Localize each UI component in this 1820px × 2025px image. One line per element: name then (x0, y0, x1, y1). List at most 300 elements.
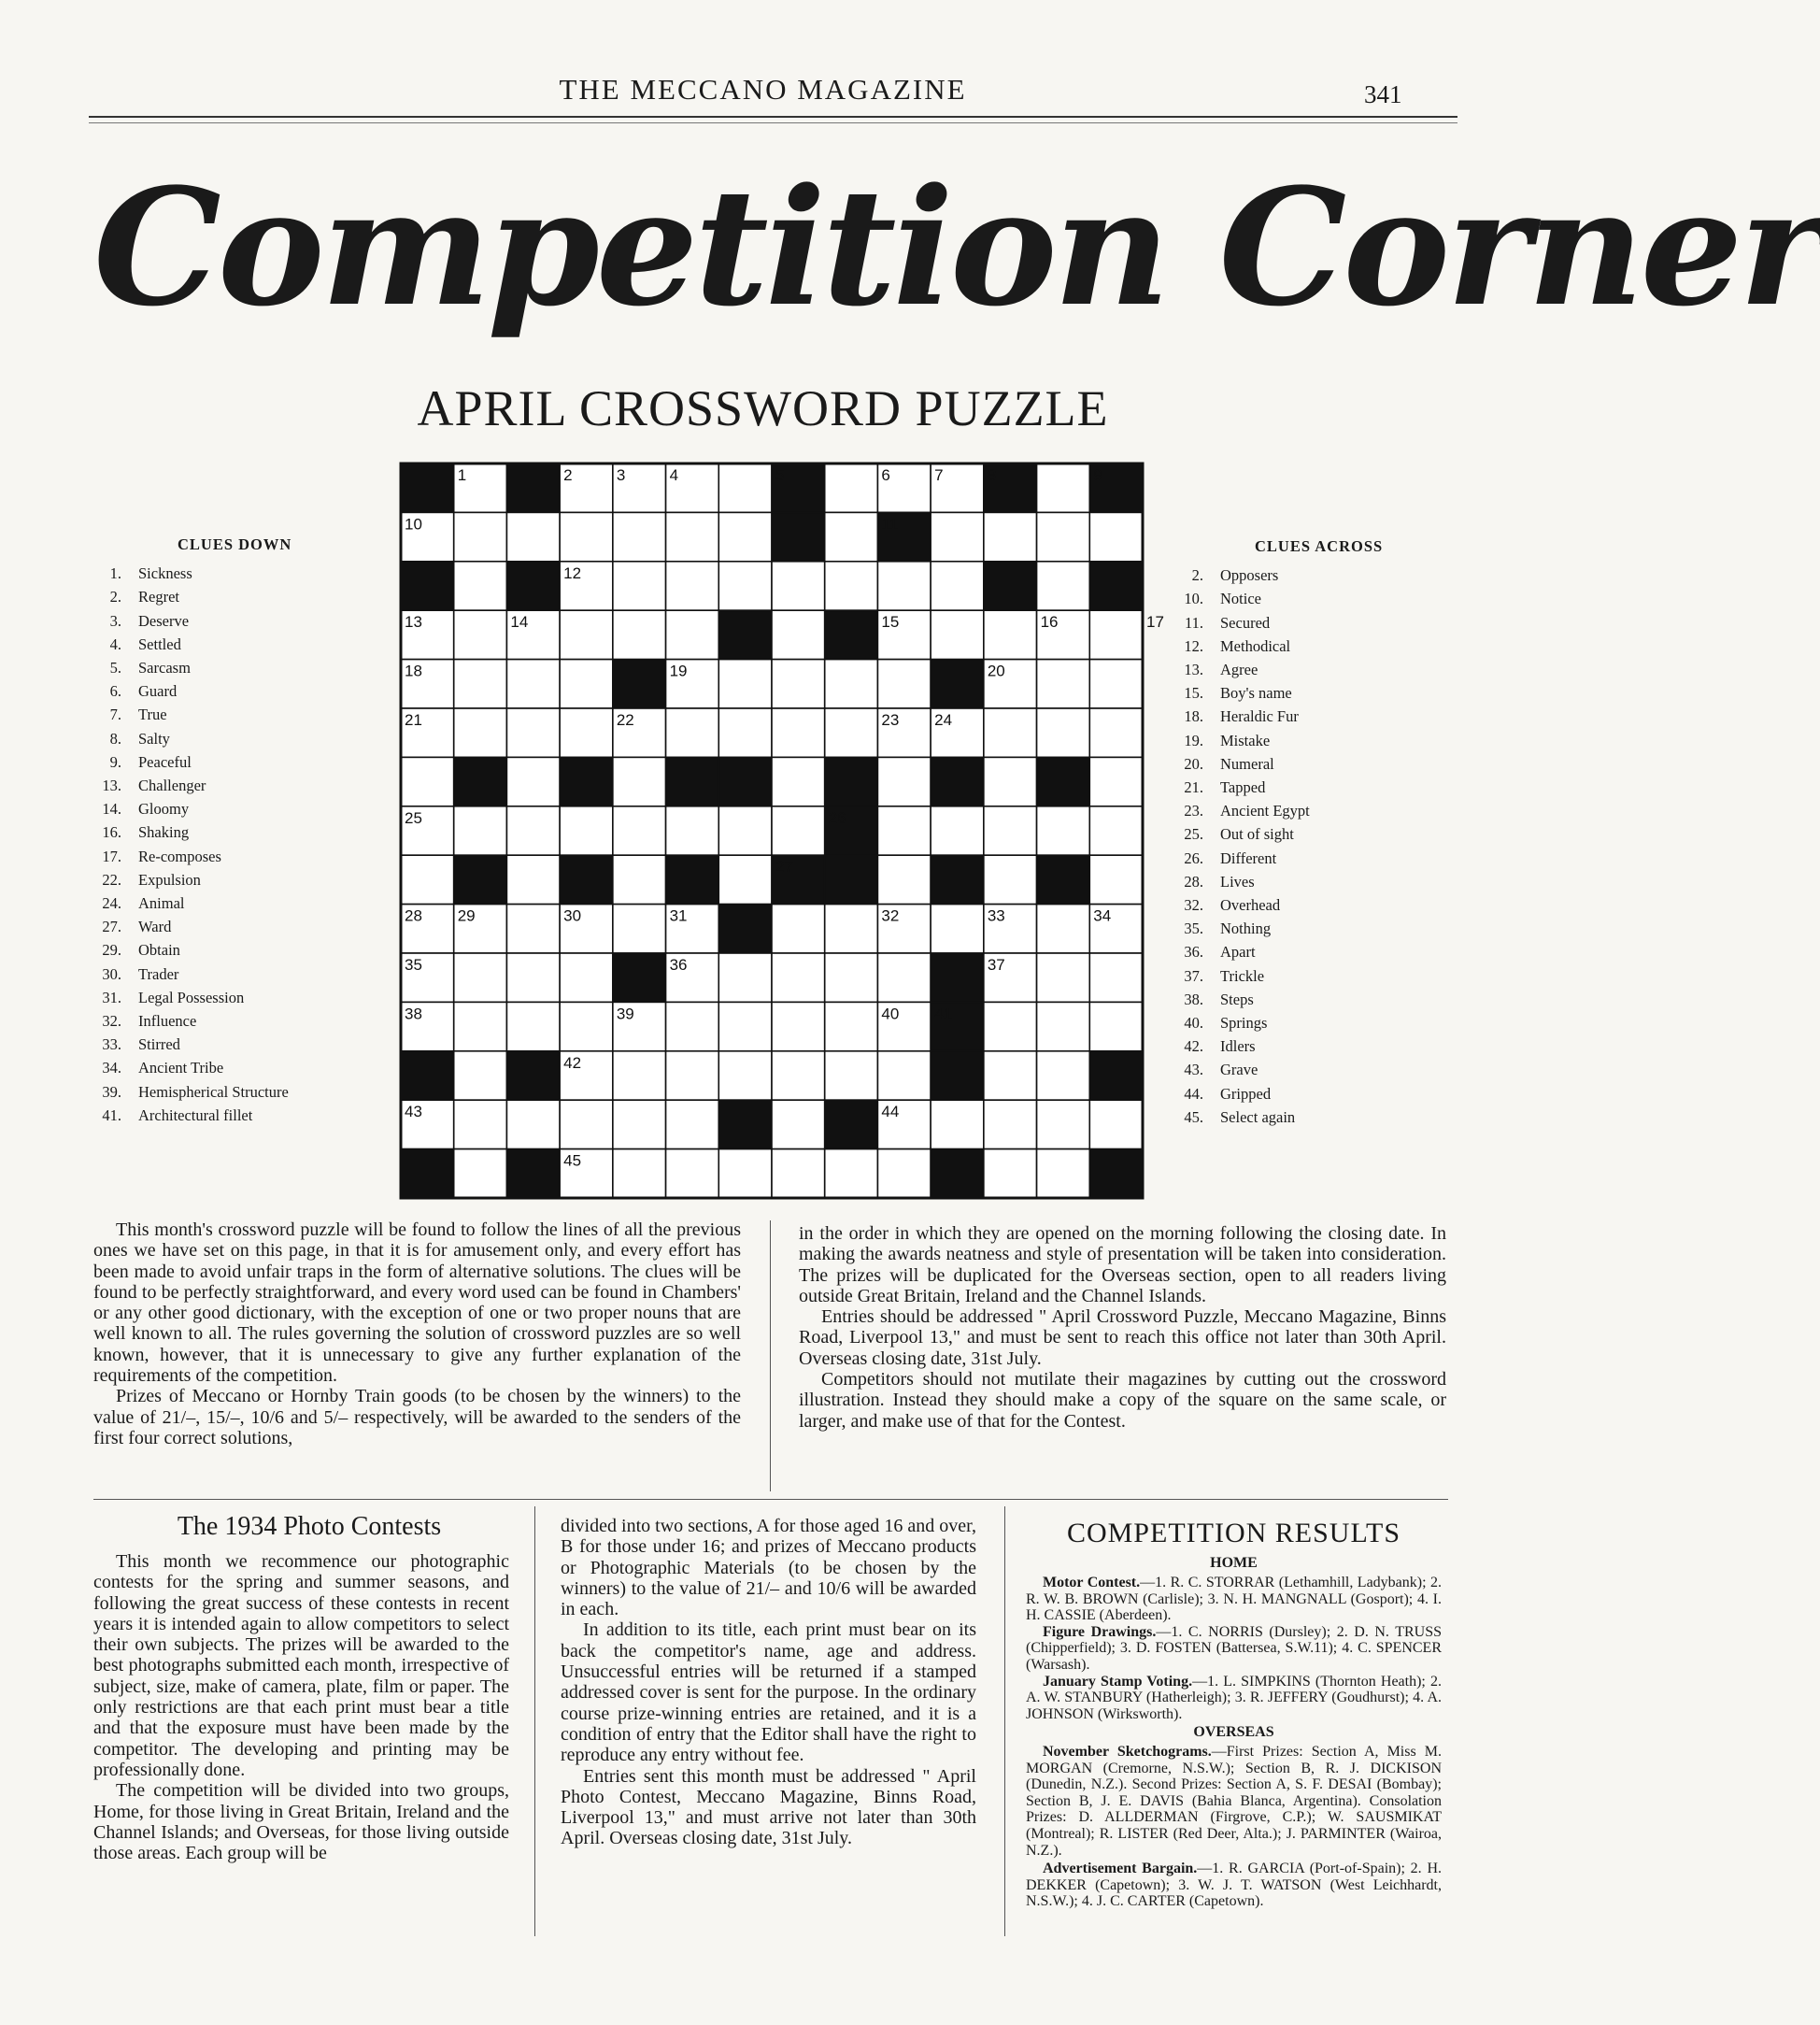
grid-cell-white (718, 1149, 772, 1198)
column-divider (534, 1506, 535, 1936)
clue-text: Ancient Tribe (138, 1059, 224, 1077)
grid-number: 38 (405, 1005, 422, 1023)
clue-down-row (93, 820, 336, 844)
grid-cell-white (718, 512, 772, 561)
clue-text: Re-composes (138, 847, 221, 865)
grid-cell-black (931, 757, 984, 806)
clue-number: 22. (102, 870, 121, 889)
clue-number: 26. (1184, 849, 1203, 867)
grid-cell-white (984, 806, 1037, 855)
photo-paragraph: The competition will be divided into two groups, Home, for those living in Great Britain, Ireland and the Channel Islands; and Overseas, for those living outside those areas. Each group will be (93, 1780, 509, 1864)
result-entry (1026, 1575, 1442, 1624)
grid-cell-white (454, 562, 507, 610)
clue-text: Architectural fillet (138, 1105, 253, 1124)
clue-text: Tapped (1220, 778, 1266, 797)
grid-cell-black (825, 757, 878, 806)
grid-number: 42 (563, 1053, 582, 1072)
grid-cell-black (1089, 1149, 1143, 1198)
clue-number: 42. (1184, 1037, 1203, 1056)
clue-down-row (93, 986, 336, 1009)
grid-cell-white (877, 757, 931, 806)
grid-number: 41 (934, 1005, 953, 1023)
result-label: November Sketchograms. (1043, 1744, 1212, 1760)
clue-text: Expulsion (138, 870, 201, 889)
clue-text: Shaking (138, 823, 190, 842)
clue-down-row (93, 915, 336, 938)
grid-cell-white (984, 708, 1037, 757)
grid-cell-white (1037, 1051, 1090, 1100)
grid-cell-white (772, 660, 825, 708)
clue-across-row (1175, 870, 1409, 893)
grid-number: 37 (987, 956, 1005, 974)
grid-cell-white (931, 562, 984, 610)
grid-cell-white (506, 905, 560, 953)
grid-cell-white (877, 562, 931, 610)
grid-cell-black (401, 562, 454, 610)
grid-cell-white (825, 562, 878, 610)
grid-cell-white (772, 1149, 825, 1198)
grid-cell-white (772, 708, 825, 757)
grid-cell-white (666, 610, 719, 659)
clue-number: 27. (102, 918, 121, 936)
clue-text: Agree (1220, 661, 1258, 679)
grid-cell-white (1089, 1100, 1143, 1148)
clue-text: Opposers (1220, 566, 1279, 585)
grid-cell-white (506, 806, 560, 855)
grid-cell-white (718, 1051, 772, 1100)
grid-cell-white (825, 1002, 878, 1050)
clue-number: 32. (102, 1012, 121, 1031)
grid-number: 15 (881, 613, 900, 632)
clue-down-row (93, 633, 336, 656)
clue-number: 19. (1184, 731, 1203, 749)
clues-down (93, 533, 336, 1127)
grid-cell-white (613, 757, 666, 806)
grid-cell-white (613, 562, 666, 610)
grid-cell-white (825, 1051, 878, 1100)
grid-cell-white (613, 610, 666, 659)
crossword-grid (399, 462, 1164, 1200)
intro-paragraph: Entries should be addressed " April Crossword Puzzle, Meccano Magazine, Binns Road, Liverpool 13," and must be sent to reach this office not later than 30th April. Overseas closing date, 31st July. (799, 1306, 1446, 1369)
clue-down-row (93, 938, 336, 962)
grid-cell-white (666, 806, 719, 855)
grid-cell-white (613, 1100, 666, 1148)
grid-cell-white (877, 855, 931, 904)
clue-number: 30. (102, 964, 121, 983)
grid-cell-white (1037, 660, 1090, 708)
grid-cell-white (718, 562, 772, 610)
clue-number: 4. (109, 635, 121, 653)
result-text: —1. R. GARCIA (Port-of-Spain); 2. H. DEKKER (Capetown); 3. W. J. T. WATSON (West Leichhardt, N.S.W.); 4. J. C. CARTER (Capetown). (1026, 1861, 1442, 1910)
clue-down-row (93, 585, 336, 608)
grid-cell-white (984, 1149, 1037, 1198)
results-title: COMPETITION RESULTS (1066, 1518, 1401, 1548)
grid-cell-white (1037, 1149, 1090, 1198)
result-label: Advertisement Bargain. (1043, 1861, 1198, 1877)
grid-cell-white (1037, 1100, 1090, 1148)
clue-text: Steps (1220, 990, 1254, 1008)
clue-number: 5. (109, 659, 121, 677)
grid-cell-white (560, 1100, 613, 1148)
result-text: —1. L. SIMPKINS (Thornton Heath); 2. A. W. STANBURY (Hatherleigh); 3. R. JEFFERY (Goudhurst); 4. A. JOHNSON (Wirksworth). (1026, 1673, 1443, 1722)
grid-cell-black (718, 905, 772, 953)
grid-cell-black (772, 512, 825, 561)
clue-down-row (93, 845, 336, 868)
clue-text: Peaceful (138, 752, 192, 771)
grid-cell-white (506, 1100, 560, 1148)
grid-cell-white (718, 806, 772, 855)
clue-number: 36. (1184, 943, 1203, 962)
grid-number: 28 (405, 906, 422, 925)
grid-number: 13 (405, 613, 422, 632)
clue-across-row (1175, 1105, 1409, 1129)
grid-cell-white (1037, 953, 1090, 1002)
header-rule-thin (89, 122, 1457, 123)
clue-number: 39. (102, 1082, 121, 1101)
clue-across-row (1175, 988, 1409, 1011)
clue-text: Methodical (1220, 636, 1291, 655)
grid-number: 5 (775, 466, 785, 484)
grid-cell-white (401, 757, 454, 806)
clue-text: Nothing (1220, 920, 1272, 938)
grid-cell-white (718, 1002, 772, 1050)
clue-number: 37. (1184, 966, 1203, 985)
clues-across (1175, 535, 1409, 1129)
grid-cell-black (718, 610, 772, 659)
grid-cell-white (560, 806, 613, 855)
intro-paragraph: Prizes of Meccano or Hornby Train goods (to be chosen by the winners) to the value of 21/–, 15/–, 10/6 and 5/– respectively, will be awarded to the senders of the first four correct solutions, (93, 1386, 741, 1448)
grid-number: 20 (987, 662, 1005, 680)
grid-cell-white (560, 1002, 613, 1050)
grid-cell-white (613, 1051, 666, 1100)
result-entry (1026, 1674, 1442, 1723)
grid-number: 23 (881, 711, 900, 729)
intro-column-left (93, 1219, 741, 1448)
clue-text: Gloomy (138, 800, 190, 819)
grid-cell-white (772, 1100, 825, 1148)
grid-cell-black (825, 855, 878, 904)
grid-cell-white (1037, 562, 1090, 610)
grid-number: 27 (775, 858, 793, 877)
result-label: Figure Drawings. (1043, 1623, 1157, 1640)
grid-cell-white (931, 806, 984, 855)
clue-text: Regret (138, 588, 179, 606)
clue-number: 7. (109, 706, 121, 724)
clue-down-row (93, 750, 336, 774)
grid-cell-white (718, 708, 772, 757)
clues-down-heading: CLUES DOWN (178, 535, 292, 553)
clue-number: 3. (109, 611, 121, 630)
clue-text: Grave (1220, 1061, 1258, 1079)
grid-cell-white (984, 855, 1037, 904)
grid-cell-white (506, 1002, 560, 1050)
clue-across-row (1175, 587, 1409, 610)
grid-number: 35 (405, 956, 422, 974)
grid-cell-white (454, 1149, 507, 1198)
grid-cell-white (506, 855, 560, 904)
clue-text: Idlers (1220, 1037, 1256, 1056)
grid-cell-black (931, 855, 984, 904)
grid-cell-white (506, 757, 560, 806)
intro-paragraph: Competitors should not mutilate their magazines by cutting out the crossword illustration. Instead they should make a copy of the square on the same scale, or larger, and make use of that for the Contest. (799, 1369, 1446, 1432)
grid-cell-white (1089, 610, 1143, 659)
clue-text: Gripped (1220, 1084, 1272, 1103)
grid-cell-white (984, 1100, 1037, 1148)
grid-number: 6 (881, 466, 890, 484)
grid-cell-white (1089, 512, 1143, 561)
clue-number: 16. (102, 823, 121, 842)
magazine-title: THE MECCANO MAGAZINE (559, 73, 967, 106)
grid-cell-white (1089, 1002, 1143, 1050)
photo-paragraph: This month we recommence our photographic contests for the spring and summer seasons, and following the great success of these contests in recent years it is intended again to allow competitors to select their own subjects. The prizes will be awarded to the best photographs submitted each month, irrespective of subject, size, make of camera, plate, film or paper. The only restrictions are that each print must bear a title and that the exposure must have been made by the competitor. The developing and printing may be professionally done. (93, 1551, 509, 1780)
clue-text: Salty (138, 729, 170, 748)
clue-across-row (1175, 1034, 1409, 1058)
clue-text: Animal (138, 894, 185, 913)
grid-cell-white (1089, 660, 1143, 708)
grid-cell-white (401, 855, 454, 904)
grid-cell-black (401, 1051, 454, 1100)
grid-cell-white (560, 953, 613, 1002)
clue-text: Deserve (138, 611, 190, 630)
clue-down-row (93, 1104, 336, 1127)
grid-number: 3 (616, 466, 626, 484)
clue-text: Heraldic Fur (1220, 707, 1299, 726)
grid-cell-white (613, 806, 666, 855)
clue-number: 29. (102, 941, 121, 960)
grid-cell-white (772, 953, 825, 1002)
clue-number: 44. (1184, 1084, 1203, 1103)
clue-text: Boy's name (1220, 684, 1292, 703)
clue-across-row (1175, 563, 1409, 587)
grid-cell-black (666, 757, 719, 806)
clue-text: Notice (1220, 590, 1261, 608)
intro-column-right (799, 1223, 1446, 1432)
grid-number: 12 (563, 563, 582, 582)
clue-text: Challenger (138, 777, 206, 795)
clue-text: Numeral (1220, 754, 1274, 773)
grid-cell-white (931, 905, 984, 953)
grid-number: 34 (1093, 906, 1112, 925)
clue-across-row (1175, 658, 1409, 681)
clue-number: 14. (102, 800, 121, 819)
photo-contests-column-right (561, 1516, 976, 1849)
grid-number: 1 (457, 466, 467, 484)
grid-cell-white (1089, 708, 1143, 757)
clue-number: 40. (1184, 1014, 1203, 1033)
grid-cell-white (454, 806, 507, 855)
grid-number: 25 (405, 808, 422, 827)
result-text: —First Prizes: Section A, Miss M. MORGAN (Cremorne, N.S.W.); Section B, R. J. DICKISON (Dunedin, N.Z.). Second Prizes: Section A, S. F. DESAI (Bombay); Section B, J. E. DAVIS (Bahia Blanca, Argentina). Consolation Prizes: D. ALLDERMAN (Firgrove, C.P.); W. SAUSMIKAT (Montreal); R. LISTER (Red Deer, Alta.); J. PARMINTER (Wairoa, N.Z.). (1026, 1744, 1442, 1859)
grid-cell-white (772, 905, 825, 953)
grid-number: 18 (405, 662, 422, 680)
clue-text: Springs (1220, 1014, 1268, 1033)
clue-number: 43. (1184, 1061, 1203, 1079)
clue-text: Ward (138, 918, 172, 936)
grid-cell-black (401, 463, 454, 512)
grid-number: 44 (881, 1103, 900, 1121)
grid-cell-white (560, 660, 613, 708)
grid-number: 10 (405, 515, 422, 534)
grid-cell-white (613, 512, 666, 561)
clue-text: Sarcasm (138, 659, 191, 677)
grid-cell-white (772, 610, 825, 659)
grid-cell-white (454, 660, 507, 708)
result-label: Motor Contest. (1043, 1575, 1141, 1590)
clue-number: 18. (1184, 707, 1203, 726)
clue-text: True (138, 706, 167, 724)
grid-number: 9 (1093, 466, 1102, 484)
grid-cell-white (666, 562, 719, 610)
clue-down-row (93, 1009, 336, 1033)
clue-down-row (93, 891, 336, 915)
grid-cell-white (454, 1100, 507, 1148)
clue-down-row (93, 868, 336, 891)
grid-cell-black (1037, 757, 1090, 806)
clue-text: Apart (1220, 943, 1256, 962)
clue-text: Different (1220, 849, 1277, 867)
clue-down-row (93, 679, 336, 703)
grid-number: 30 (563, 906, 582, 925)
grid-number: 24 (934, 711, 953, 729)
grid-cell-white (1037, 463, 1090, 512)
grid-cell-white (718, 855, 772, 904)
clue-text: Trickle (1220, 966, 1265, 985)
clue-text: Influence (138, 1012, 197, 1031)
grid-cell-white (931, 512, 984, 561)
grid-cell-white (877, 953, 931, 1002)
grid-number: 40 (881, 1005, 900, 1023)
photo-contests-title: The 1934 Photo Contests (177, 1512, 442, 1541)
results-overseas-heading: OVERSEAS (1193, 1724, 1274, 1740)
grid-number: 39 (616, 1005, 634, 1023)
grid-cell-white (1037, 905, 1090, 953)
grid-cell-white (454, 1051, 507, 1100)
grid-cell-white (825, 1149, 878, 1198)
clue-across-row (1175, 917, 1409, 940)
grid-cell-black (666, 855, 719, 904)
clue-number: 23. (1184, 802, 1203, 820)
results-overseas (1026, 1744, 1442, 1910)
clue-number: 6. (109, 682, 121, 701)
grid-cell-white (825, 512, 878, 561)
grid-cell-white (825, 953, 878, 1002)
grid-cell-white (560, 512, 613, 561)
photo-paragraph: In addition to its title, each print must bear on its back the competitor's name, age and address. Unsuccessful entries will be returned if a stamped addressed cover is sent for the purpose. In the ordinary course prize-winning entries are retained, and it is a condition of entry that the Editor shall have the right to reproduce any entry without fee. (561, 1619, 976, 1766)
grid-cell-white (772, 1002, 825, 1050)
grid-cell-black (560, 757, 613, 806)
clue-down-row (93, 703, 336, 726)
column-divider (770, 1220, 771, 1491)
grid-number: 14 (510, 613, 529, 632)
clue-down-row (93, 963, 336, 986)
grid-cell-black (1037, 855, 1090, 904)
grid-cell-white (931, 1100, 984, 1148)
photo-paragraph: Entries sent this month must be addressed " April Photo Contest, Meccano Magazine, Binns Road, Liverpool 13," and must arrive not later than 30th April. Overseas closing date, 31st July. (561, 1765, 976, 1849)
grid-cell-white (772, 806, 825, 855)
clue-number: 31. (102, 988, 121, 1006)
result-label: January Stamp Voting. (1043, 1673, 1193, 1690)
grid-cell-black (931, 1051, 984, 1100)
clue-number: 2. (1191, 566, 1203, 585)
grid-cell-white (877, 1051, 931, 1100)
clue-number: 2. (109, 588, 121, 606)
clue-number: 17. (102, 847, 121, 865)
grid-number: 19 (669, 662, 688, 680)
clue-across-row (1175, 681, 1409, 705)
clues-across-list (1175, 563, 1409, 1129)
grid-cell-black (560, 855, 613, 904)
grid-cell-black (984, 562, 1037, 610)
results-home (1026, 1575, 1442, 1722)
grid-number: 16 (1040, 613, 1059, 632)
grid-cell-black (931, 660, 984, 708)
clue-across-row (1175, 729, 1409, 752)
clue-across-row (1175, 635, 1409, 658)
clue-across-row (1175, 940, 1409, 963)
results-home-heading: HOME (1210, 1555, 1258, 1571)
grid-number: 2 (563, 466, 573, 484)
clue-down-row (93, 1056, 336, 1079)
grid-number: 22 (616, 711, 634, 729)
clue-across-row (1175, 705, 1409, 728)
grid-number: 31 (669, 906, 688, 925)
clue-down-row (93, 609, 336, 633)
clues-down-list (93, 562, 336, 1127)
result-entry (1026, 1624, 1442, 1674)
photo-contests-column-left (93, 1551, 509, 1863)
grid-number: 26 (828, 808, 846, 827)
grid-cell-white (506, 708, 560, 757)
grid-number: 43 (405, 1103, 422, 1121)
clue-text: Obtain (138, 941, 180, 960)
grid-cell-white (560, 708, 613, 757)
grid-cell-white (877, 660, 931, 708)
grid-cell-white (666, 1051, 719, 1100)
clue-number: 12. (1184, 636, 1203, 655)
grid-cell-white (613, 905, 666, 953)
grid-cell-white (718, 660, 772, 708)
grid-cell-white (877, 806, 931, 855)
clue-text: Guard (138, 682, 178, 701)
clue-across-row (1175, 964, 1409, 988)
grid-cell-white (1089, 806, 1143, 855)
clue-text: Legal Possession (138, 988, 245, 1006)
grid-cell-white (984, 1051, 1037, 1100)
clue-across-row (1175, 752, 1409, 776)
grid-cell-black (825, 1100, 878, 1148)
clue-down-row (93, 656, 336, 679)
grid-cell-black (931, 953, 984, 1002)
clue-down-row (93, 797, 336, 820)
intro-paragraph: This month's crossword puzzle will be found to follow the lines of all the previous ones we have set on this page, in that it is for amusement only, and every effort has been made to avoid unfair traps in the form of alternative solutions. The clues will be found to be perfectly straightforward, and every word used can be found in Chambers' or any other good dictionary, with the exception of one or two proper nouns that are well known to all. The rules governing the solution of crossword puzzles are so well known, however, that it is unnecessary to give any further explanation of the requirements of the competition. (93, 1219, 741, 1387)
grid-cell-white (984, 757, 1037, 806)
clue-number: 38. (1184, 990, 1203, 1008)
clue-down-row (93, 774, 336, 797)
clue-number: 15. (1184, 684, 1203, 703)
grid-cell-white (931, 610, 984, 659)
grid-number: 36 (669, 956, 688, 974)
grid-cell-white (718, 463, 772, 512)
result-entry (1026, 1744, 1442, 1859)
clue-number: 9. (109, 752, 121, 771)
grid-cell-black (506, 463, 560, 512)
clue-text: Secured (1220, 613, 1271, 632)
grid-cell-white (772, 1051, 825, 1100)
clue-number: 34. (102, 1059, 121, 1077)
intro-paragraph: in the order in which they are opened on the morning following the closing date. In making the awards neatness and style of presentation will be taken into consideration. The prizes will be duplicated for the Overseas section, open to all readers living outside Great Britain, Ireland and the Channel Islands. (799, 1223, 1446, 1306)
grid-cell-black (718, 1100, 772, 1148)
clue-across-row (1175, 1082, 1409, 1105)
